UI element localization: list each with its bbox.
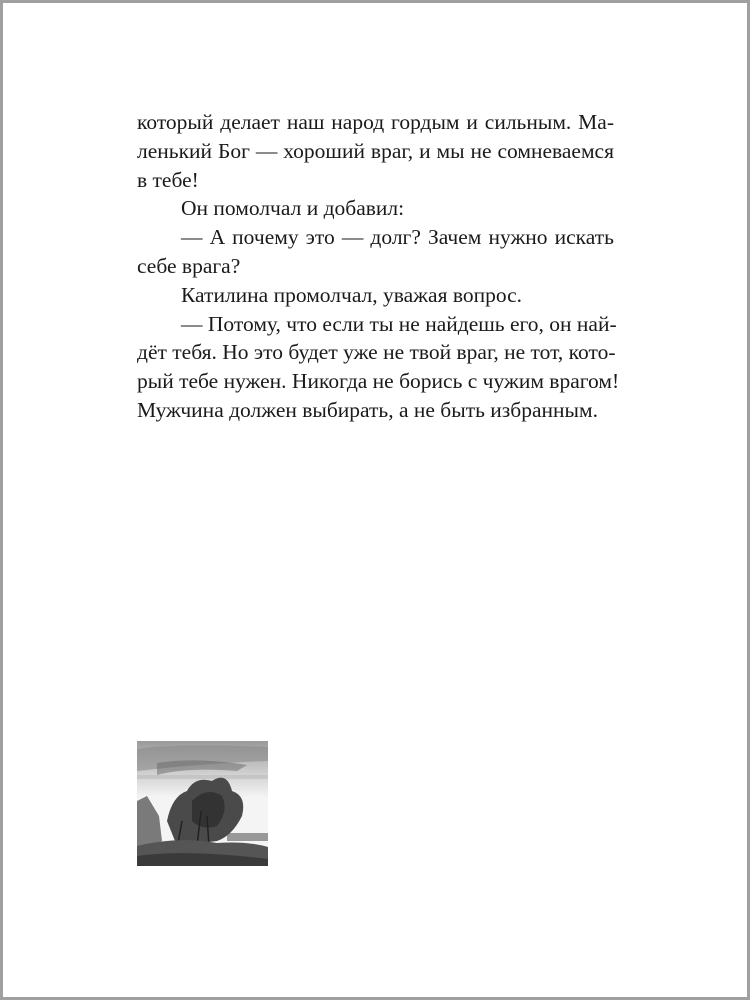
- text-line: — Потому, что если ты не найдешь его, он най-: [181, 311, 617, 336]
- landscape-illustration: [137, 741, 268, 866]
- text-line: ленький Бог — хороший враг, и мы не сомневаемся: [137, 138, 614, 163]
- text-line: Мужчина должен выбирать, а не быть избранным.: [137, 397, 598, 422]
- body-text: [137, 108, 620, 425]
- text-line: себе врага?: [137, 253, 241, 278]
- text-line: рый тебе нужен. Никогда не борись с чужим врагом!: [137, 369, 620, 394]
- text-line: который делает наш народ гордым и сильным. Ма-: [137, 110, 614, 134]
- text-line: Он помолчал и добавил:: [181, 196, 405, 221]
- text-line: Катилина промолчал, уважая вопрос.: [181, 282, 523, 307]
- text-line: в тебе!: [137, 167, 199, 192]
- text-line: дёт тебя. Но это будет уже не твой враг, не тот, кото-: [137, 340, 616, 365]
- text-line: — А почему это — долг? Зачем нужно искать: [181, 225, 614, 250]
